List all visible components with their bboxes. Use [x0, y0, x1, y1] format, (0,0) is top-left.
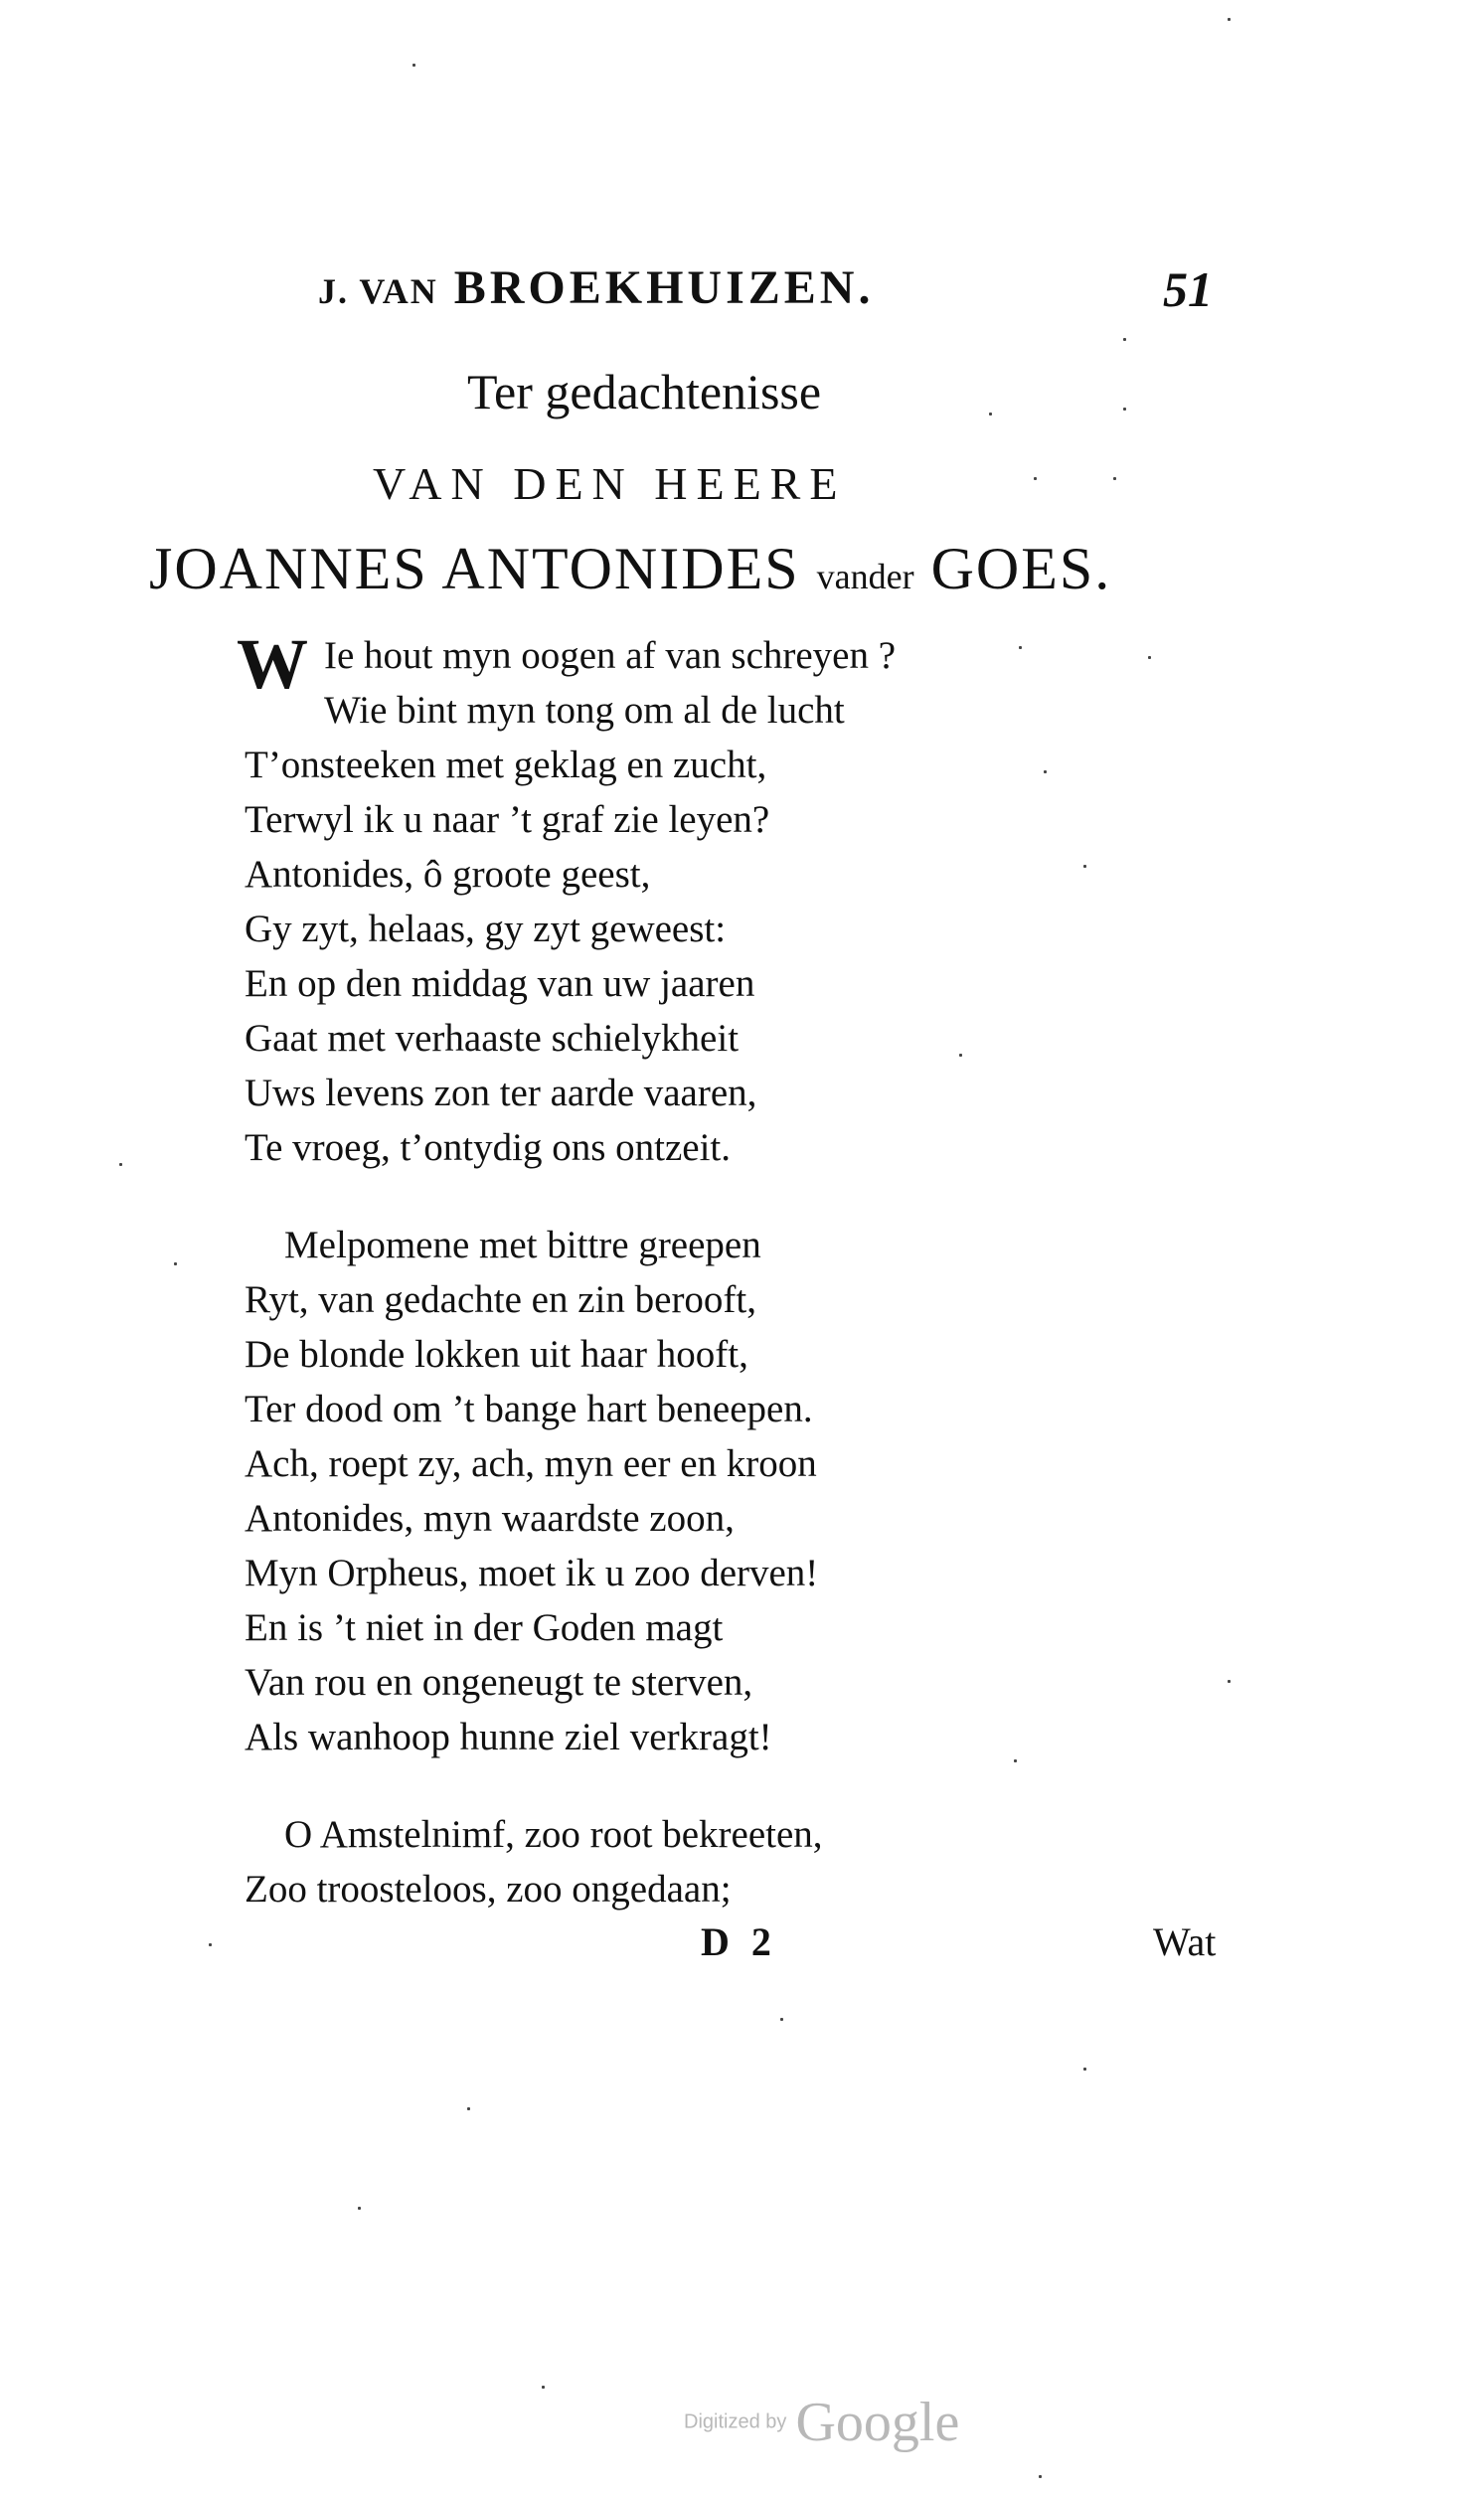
scan-speck	[1044, 770, 1047, 773]
verse-line: Antonides, ô groote geest,	[245, 853, 651, 896]
verse-line: En op den middag van uw jaaren	[245, 962, 755, 1005]
verse-line: De blonde lokken uit haar hooft,	[245, 1333, 748, 1376]
verse-line: O Amstelnimf, zoo root bekreeten,	[284, 1813, 823, 1856]
scan-speck	[1228, 18, 1231, 21]
stanza-2	[245, 1218, 818, 1764]
verse-line: Te vroeg, t’ontydig ons ontzeit.	[245, 1126, 732, 1169]
verse-line: T’onsteeken met geklag en zucht,	[245, 744, 767, 786]
title-line-2: VAN DEN HEERE	[373, 458, 847, 509]
scan-speck	[1148, 656, 1151, 659]
scan-speck	[780, 2018, 783, 2021]
digitized-watermark	[684, 2391, 959, 2454]
scan-speck	[1083, 865, 1086, 868]
verse-line: Uws levens zon ter aarde vaaren,	[245, 1072, 757, 1114]
scan-speck	[1123, 408, 1126, 411]
page-number: 51	[1163, 261, 1213, 317]
verse-line: Terwyl ik u naar ’t graf zie leyen?	[245, 798, 770, 841]
stanza-1	[245, 628, 896, 1175]
title-line-1: Ter gedachtenisse	[467, 364, 822, 419]
scan-speck	[119, 1163, 122, 1166]
verse-line: Van rou en ongeneugt te sterven,	[245, 1661, 753, 1704]
scan-speck	[1113, 477, 1116, 480]
signature-mark: D 2	[701, 1919, 777, 1964]
running-head-prefix: J. VAN	[318, 271, 438, 311]
title-line-3-end: GOES.	[930, 536, 1112, 601]
watermark-small-text: Digitized by	[684, 2411, 787, 2433]
verse-line: Ie hout myn oogen af van schreyen ?	[324, 634, 897, 677]
verse-line: Als wanhoop hunne ziel verkragt!	[245, 1716, 772, 1758]
scan-speck	[467, 2107, 470, 2110]
scan-speck	[1228, 1680, 1231, 1683]
verse-line: Melpomene met bittre greepen	[284, 1224, 761, 1266]
scan-speck	[358, 2207, 361, 2210]
watermark-logo-text: Google	[795, 2392, 960, 2453]
scan-speck	[542, 2386, 545, 2389]
stanza-3	[245, 1807, 823, 1916]
verse-line: En is ’t niet in der Goden magt	[245, 1606, 724, 1649]
title-line-3-main: JOANNES ANTONIDES	[149, 536, 800, 601]
drop-cap: W	[237, 624, 308, 704]
scan-speck	[1019, 646, 1022, 649]
scan-speck	[1039, 2475, 1042, 2478]
verse-line: Gaat met verhaaste schielykheit	[245, 1017, 740, 1060]
scan-speck	[174, 1262, 177, 1265]
title-line-3-small: vander	[816, 557, 914, 596]
scan-speck	[989, 413, 992, 416]
verse-line: Ach, roept zy, ach, myn eer en kroon	[245, 1442, 817, 1485]
scan-speck	[412, 64, 415, 67]
verse-line: Zoo troosteloos, zoo ongedaan;	[245, 1868, 732, 1911]
verse-line: Ryt, van gedachte en zin berooft,	[245, 1278, 756, 1321]
verse-line: Wie bint myn tong om al de lucht	[324, 689, 845, 732]
running-head	[318, 260, 874, 315]
scan-speck	[1014, 1759, 1017, 1762]
title-line-3	[149, 535, 1111, 603]
scan-speck	[209, 1943, 212, 1946]
verse-line: Ter dood om ’t bange hart beneepen.	[245, 1388, 813, 1430]
verse-line: Gy zyt, helaas, gy zyt geweest:	[245, 908, 727, 950]
verse-line: Myn Orpheus, moet ik u zoo derven!	[245, 1552, 819, 1594]
scan-speck	[1034, 477, 1037, 480]
scan-speck	[1083, 2068, 1086, 2071]
scan-speck	[959, 1054, 962, 1057]
running-head-main: BROEKHUIZEN.	[453, 261, 875, 314]
scan-speck	[1123, 338, 1126, 341]
catchword: Wat	[1153, 1919, 1217, 1964]
verse-line: Antonides, myn waardste zoon,	[245, 1497, 735, 1540]
